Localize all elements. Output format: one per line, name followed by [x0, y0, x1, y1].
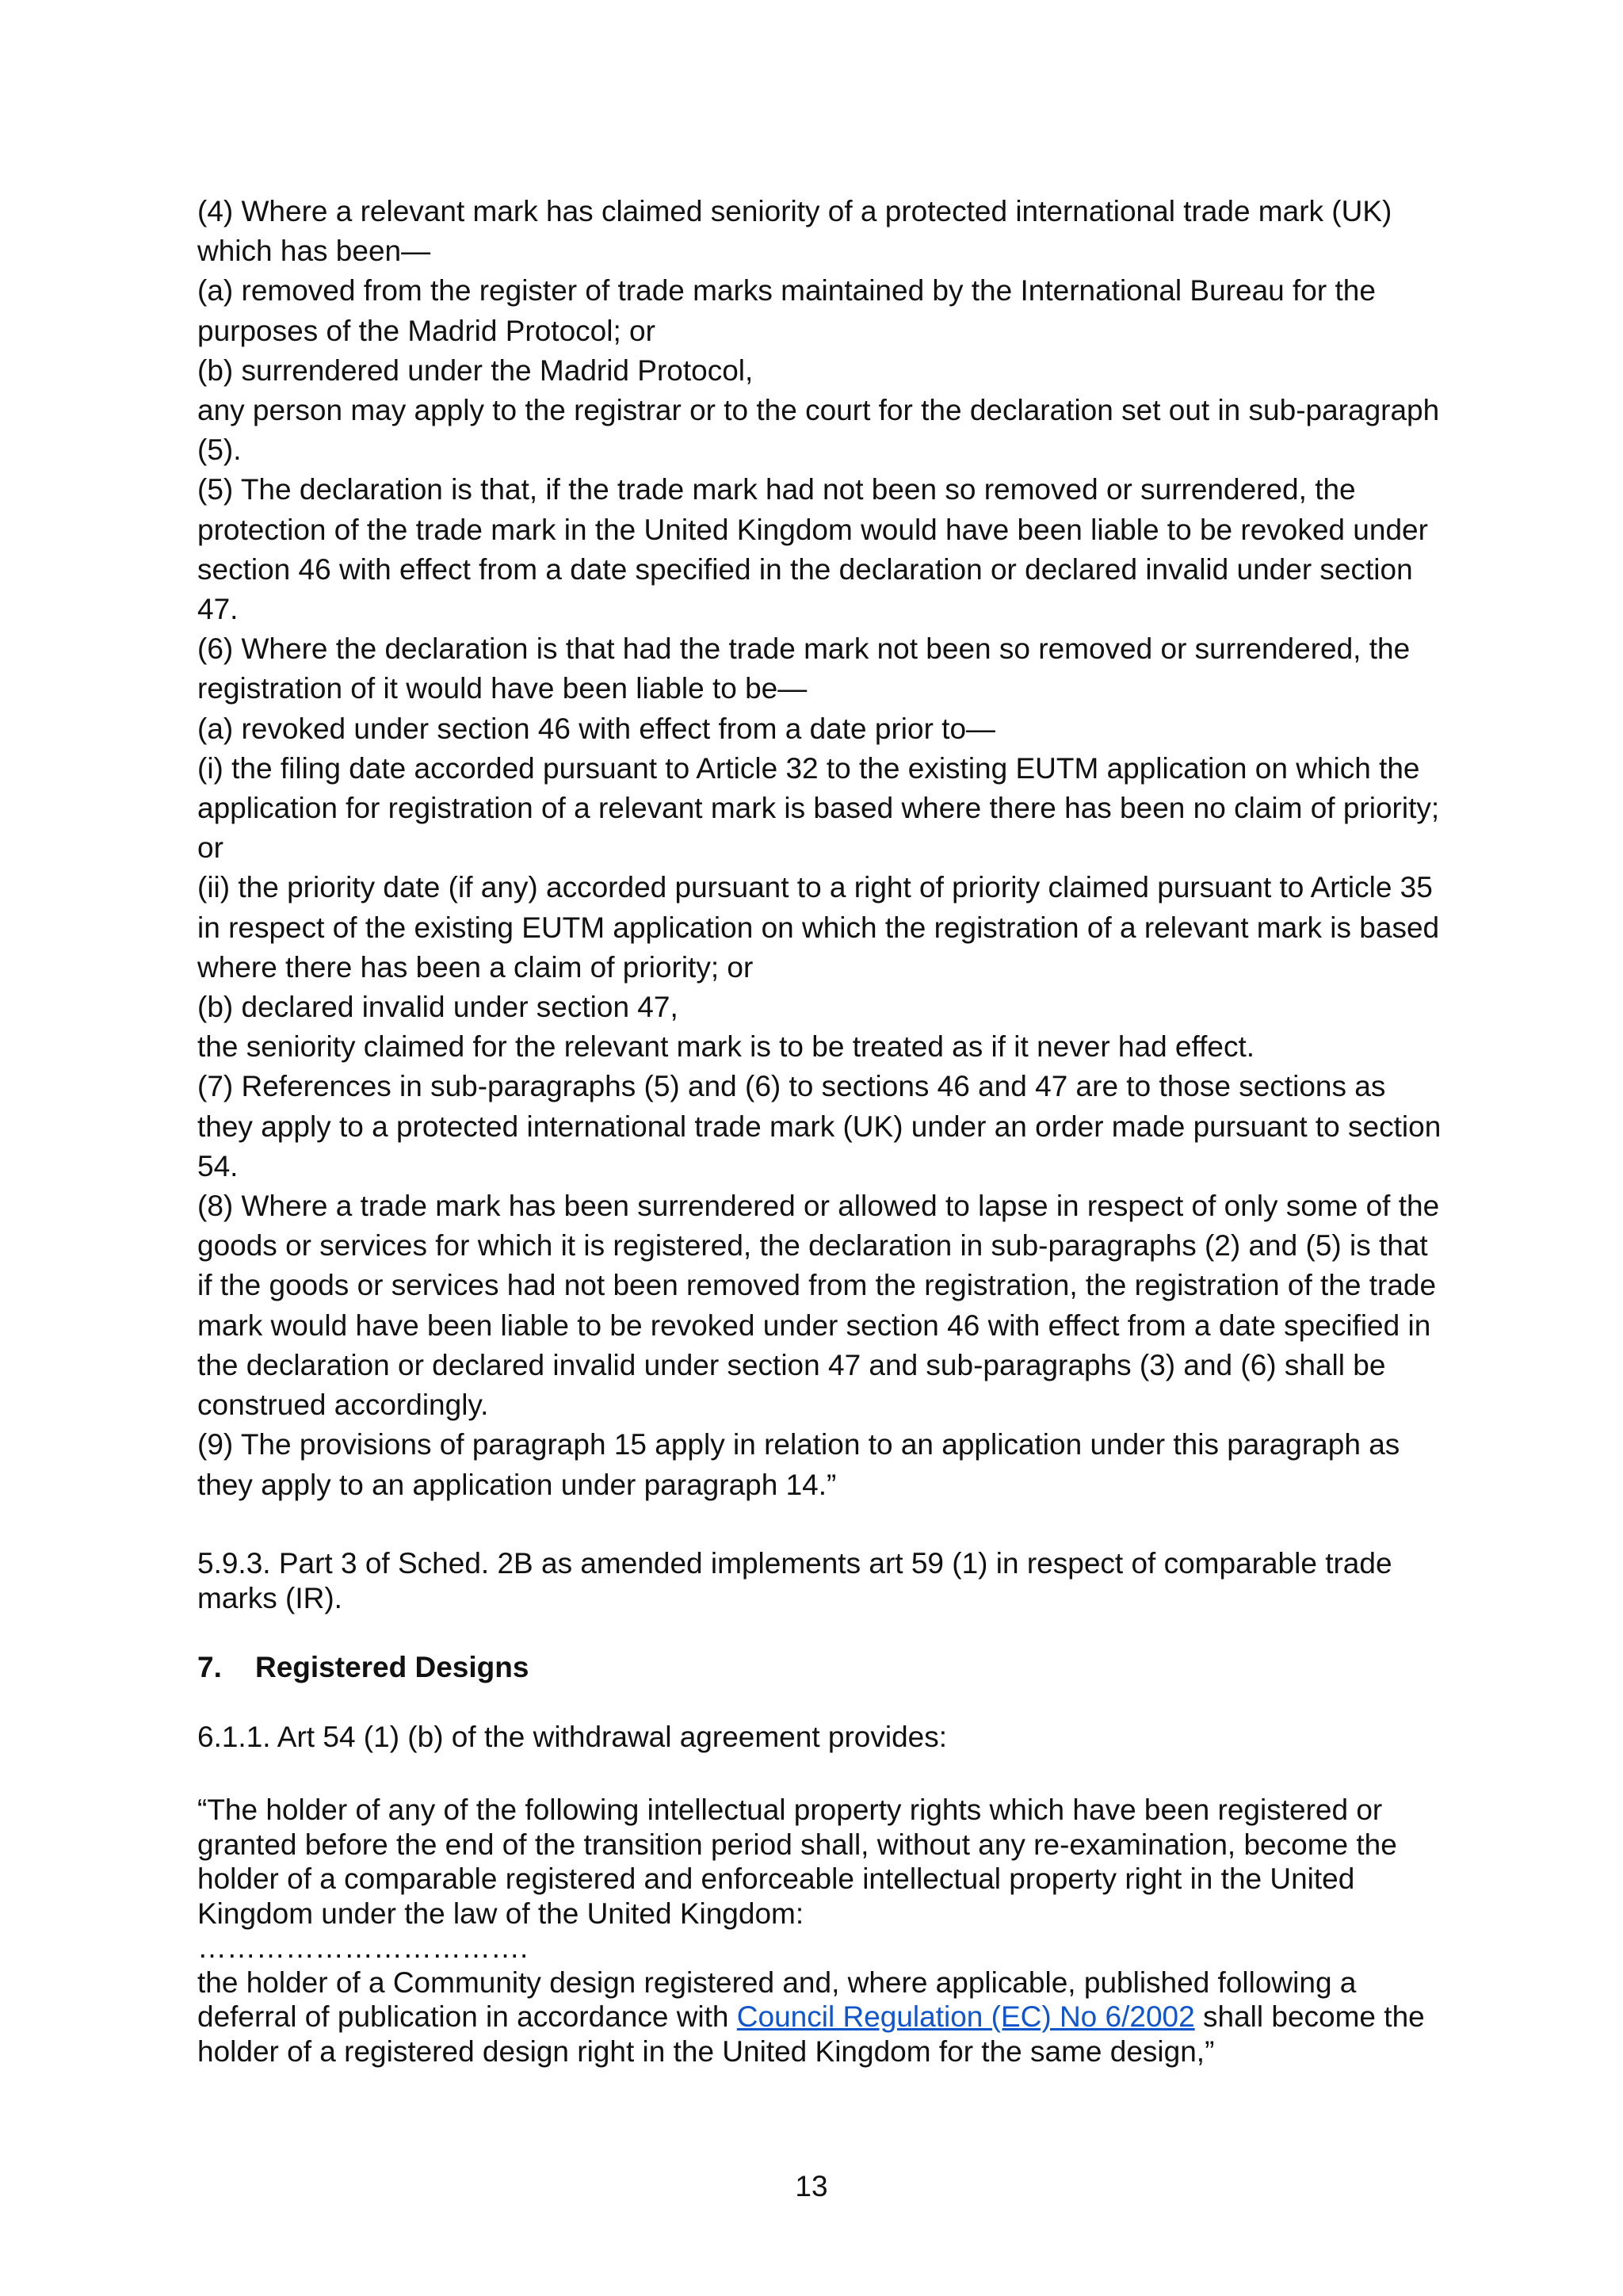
paragraph-5-9-3: 5.9.3. Part 3 of Sched. 2B as amended implements art 59 (1) in respect of comparable trade marks (IR).: [197, 1547, 1392, 1614]
council-regulation-link[interactable]: Council Regulation (EC) No 6/2002: [736, 2000, 1195, 2033]
provision-paragraph: (7) References in sub-paragraphs (5) and (6) to sections 46 and 47 are to those sections as they apply to a protected international trade mark (UK) under an order made pursuant to section 54.: [197, 1070, 1442, 1182]
paragraph-6-1-1: 6.1.1. Art 54 (1) (b) of the withdrawal agreement provides:: [197, 1721, 948, 1753]
provision-paragraph: (b) declared invalid under section 47,: [197, 991, 678, 1024]
provision-paragraph: (6) Where the declaration is that had the trade mark not been so removed or surrendered, the registration of it would have been liable to be—: [197, 632, 1411, 705]
quote-ellipsis: …………………………….: [197, 1931, 529, 1964]
provision-paragraph: (i) the filing date accorded pursuant to Article 32 to the existing EUTM application on which the application for registration of a relevant mark is based where there has been no claim of priority; or: [197, 751, 1440, 865]
section-title: Registered Designs: [255, 1651, 529, 1683]
quote-closing-text-end: shall become the holder of a registered design right in the United Kingdom for the same design,”: [197, 2000, 1425, 2068]
quoted-provisions: [197, 192, 1442, 1505]
provision-paragraph: (a) removed from the register of trade marks maintained by the International Bureau for the purposes of the Madrid Protocol; or: [197, 274, 1376, 347]
provision-paragraph: (9) The provisions of paragraph 15 apply in relation to an application under this paragraph as they apply to an application under paragraph 14.”: [197, 1428, 1400, 1501]
quote-opening: “The holder of any of the following intellectual property rights which have been registered or granted before the end of the transition period shall, without any re-examination, become the holder of a comparable registered and enforceable intellectual property right in the United Kingdom under the law of the United Kingdom:: [197, 1794, 1397, 1930]
provision-paragraph: (a) revoked under section 46 with effect from a date prior to—: [197, 712, 996, 745]
provision-paragraph: (4) Where a relevant mark has claimed seniority of a protected international trade mark (UK) which has been—: [197, 195, 1392, 268]
quote-closing: [197, 1966, 1442, 2069]
quoted-article: [197, 1793, 1442, 2069]
section-heading: [197, 1650, 1442, 1685]
provision-paragraph: (b) surrendered under the Madrid Protocol,: [197, 353, 754, 387]
provision-paragraph: (5) The declaration is that, if the trade mark had not been so removed or surrendered, the protection of the trade mark in the United Kingdom would have been liable to be revoked under section 46 with effect from a date specified in the declaration or declared invalid under section 47.: [197, 473, 1428, 626]
page-number: 13: [795, 2170, 828, 2202]
section-number: 7.: [197, 1651, 222, 1683]
provision-paragraph: (ii) the priority date (if any) accorded pursuant to a right of priority claimed pursuant to Article 35 in respect of the existing EUTM application on which the registration of a relevant mark is based where there has been a claim of priority; or: [197, 871, 1440, 984]
quote-closing-text: the holder of a Community design registered and, where applicable, published following a deferral of publication in accordance with: [197, 1966, 1357, 2033]
provision-paragraph: any person may apply to the registrar or to the court for the declaration set out in sub-paragraph (5).: [197, 394, 1440, 467]
provision-paragraph: the seniority claimed for the relevant mark is to be treated as if it never had effect.: [197, 1030, 1255, 1064]
provision-paragraph: (8) Where a trade mark has been surrendered or allowed to lapse in respect of only some of the goods or services for which it is registered, the declaration in sub-paragraphs (2) and (5) is that if the goods or services had not been removed from the registration, the registration of the trade mark would have been liable to be revoked under section 46 with effect from a date specified in the declaration or declared invalid under section 47 and sub-paragraphs (3) and (6) shall be construed accordingly.: [197, 1190, 1440, 1422]
